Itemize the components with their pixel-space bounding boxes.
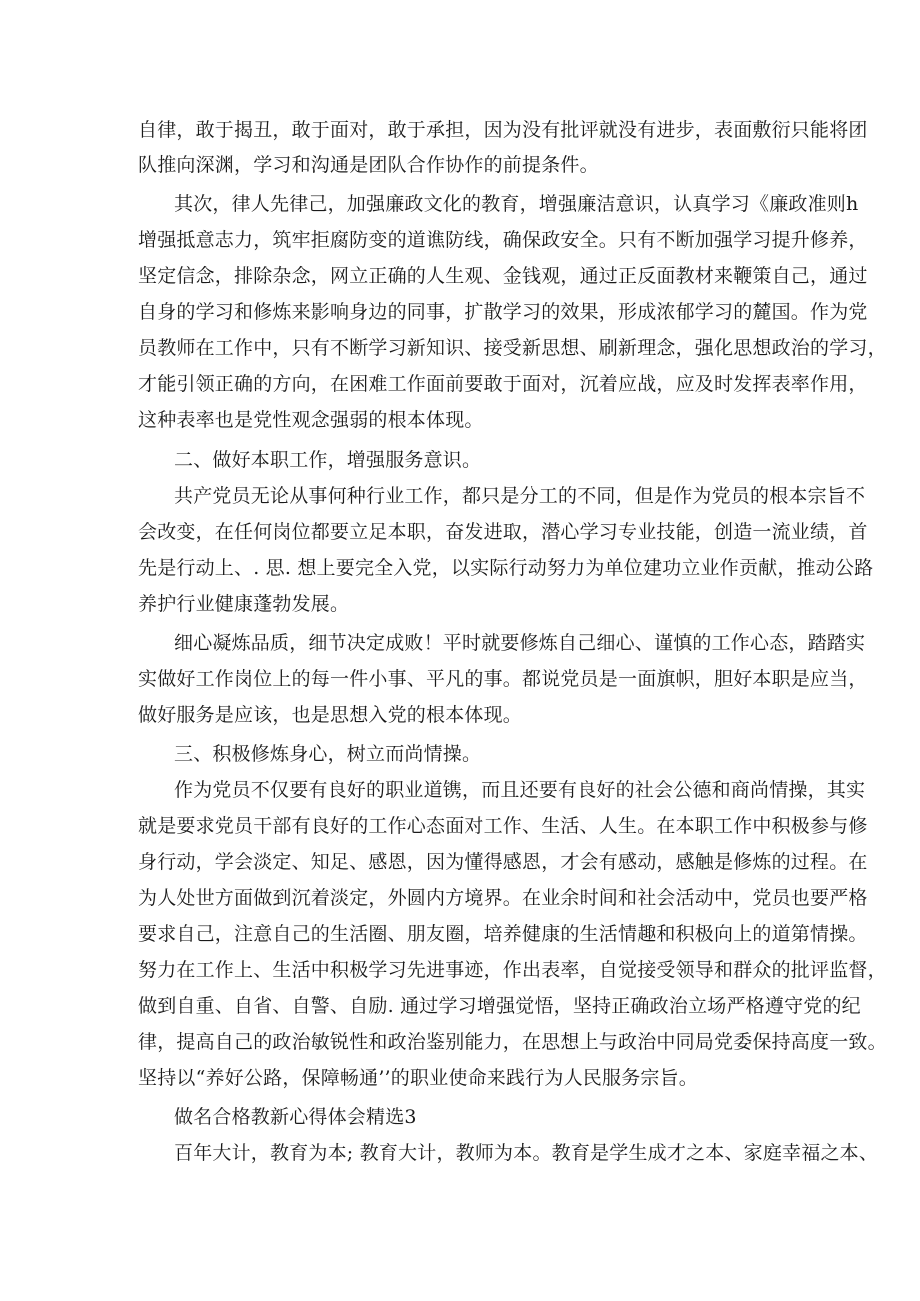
text-line: 增强抵意志力，筑牢拒腐防变的道谯防线，确保政安全。只有不断加强学习提升修养， xyxy=(138,229,868,251)
section-heading: 二、做好本职工作，增强服务意识。 xyxy=(174,449,482,471)
text-line: 养护行业健康蓬勃发展。 xyxy=(138,593,350,615)
text-line: 身行动，学会淡定、知足、感恩，因为懂得感恩，才会有感动，感触是修炼的过程。在 xyxy=(138,851,868,873)
text-line: 自律，敢于揭丑，敢于面对，敢于承担，因为没有批评就没有进步，表面敷衍只能将团 xyxy=(138,119,868,141)
text-line: 先是行动上、. 思. 想上要完全入党，以实际行动努力为单位建功立业作贡献，推动公路 xyxy=(138,557,874,579)
text-line: 作为党员不仅要有良好的职业道镌，而且还要有良好的社会公德和商尚情操，其实 xyxy=(174,779,866,801)
text-line: 做到自重、自省、自警、自励. 通过学习增强觉悟，坚持正确政治立场严格遵守党的纪 xyxy=(138,995,861,1017)
text-line: 细心凝炼品质，细节决定成败！平时就要修炼自己细心、谨慎的工作心态，踏踏实 xyxy=(174,632,866,654)
text-line: 这种表率也是党性观念强弱的根本体现。 xyxy=(138,409,484,431)
text-line: 其次，律人先律己，加强廉政文化的教育，增强廉洁意识，认真学习《廉政准则h xyxy=(174,193,859,215)
text-line: 才能引领正确的方向，在困难工作面前要敢于面对，沉着应战，应及时发挥表率作用， xyxy=(138,373,868,395)
text-line: 为人处世方面做到沉着淡定，外圆内方境界。在业余时间和社会活动中，党员也要严格 xyxy=(138,887,868,909)
section-heading: 三、积极修炼身心，树立而尚情操。 xyxy=(174,743,482,765)
article-title: 做名合格教新心得体会精选3 xyxy=(174,1106,417,1128)
text-line: 员教师在工作中，只有不断学习新知识、接受新思想、刷新理念，强化思想政治的学习， xyxy=(138,337,887,359)
text-line: 自身的学习和修炼来影响身边的同事，扩散学习的效果，形成浓郁学习的麓国。作为党 xyxy=(138,301,868,323)
text-line: 百年大计，教育为本; 教育大计，教师为本。教育是学生成才之本、家庭幸福之本、 xyxy=(174,1142,879,1164)
text-line: 要求自己，注意自己的生活圈、朋友圈，培养健康的生活情趣和积极向上的道第情操。 xyxy=(138,923,868,945)
text-line: 实做好工作岗位上的每一件小事、平凡的事。都说党员是一面旗帜，胆好本职是应当， xyxy=(138,668,868,690)
text-line: 努力在工作上、生活中积极学习先进事迹，作出表率，自觉接受领导和群众的批评监督， xyxy=(138,959,887,981)
text-line: 队推向深渊，学习和沟通是团队合作协作的前提条件。 xyxy=(138,154,599,176)
text-line: 会改变，在任何岗位都要立足本职，奋发进取，潜心学习专业技能，创造一流业绩，首 xyxy=(138,521,868,543)
text-line: 共产党员无论从事何种行业工作，都只是分工的不同，但是作为党员的根本宗旨不 xyxy=(174,485,866,507)
text-line: 做好服务是应该，也是思想入党的根本体现。 xyxy=(138,704,523,726)
text-line: 坚定信念，排除杂念，网立正确的人生观、金钱观，通过正反面教材来鞭策自己，通过 xyxy=(138,265,868,287)
text-line: 就是要求党员干部有良好的工作心态面对工作、生活、人生。在本职工作中积极参与修 xyxy=(138,815,868,837)
text-line: 坚持以“养好公路，保障畅通’’的职业使命来践行为人民服务宗旨。 xyxy=(138,1067,698,1089)
text-line: 律，提高自己的政治敏锐性和政治鉴别能力，在思想上与政治中同局党委保持高度一致。 xyxy=(138,1031,887,1053)
